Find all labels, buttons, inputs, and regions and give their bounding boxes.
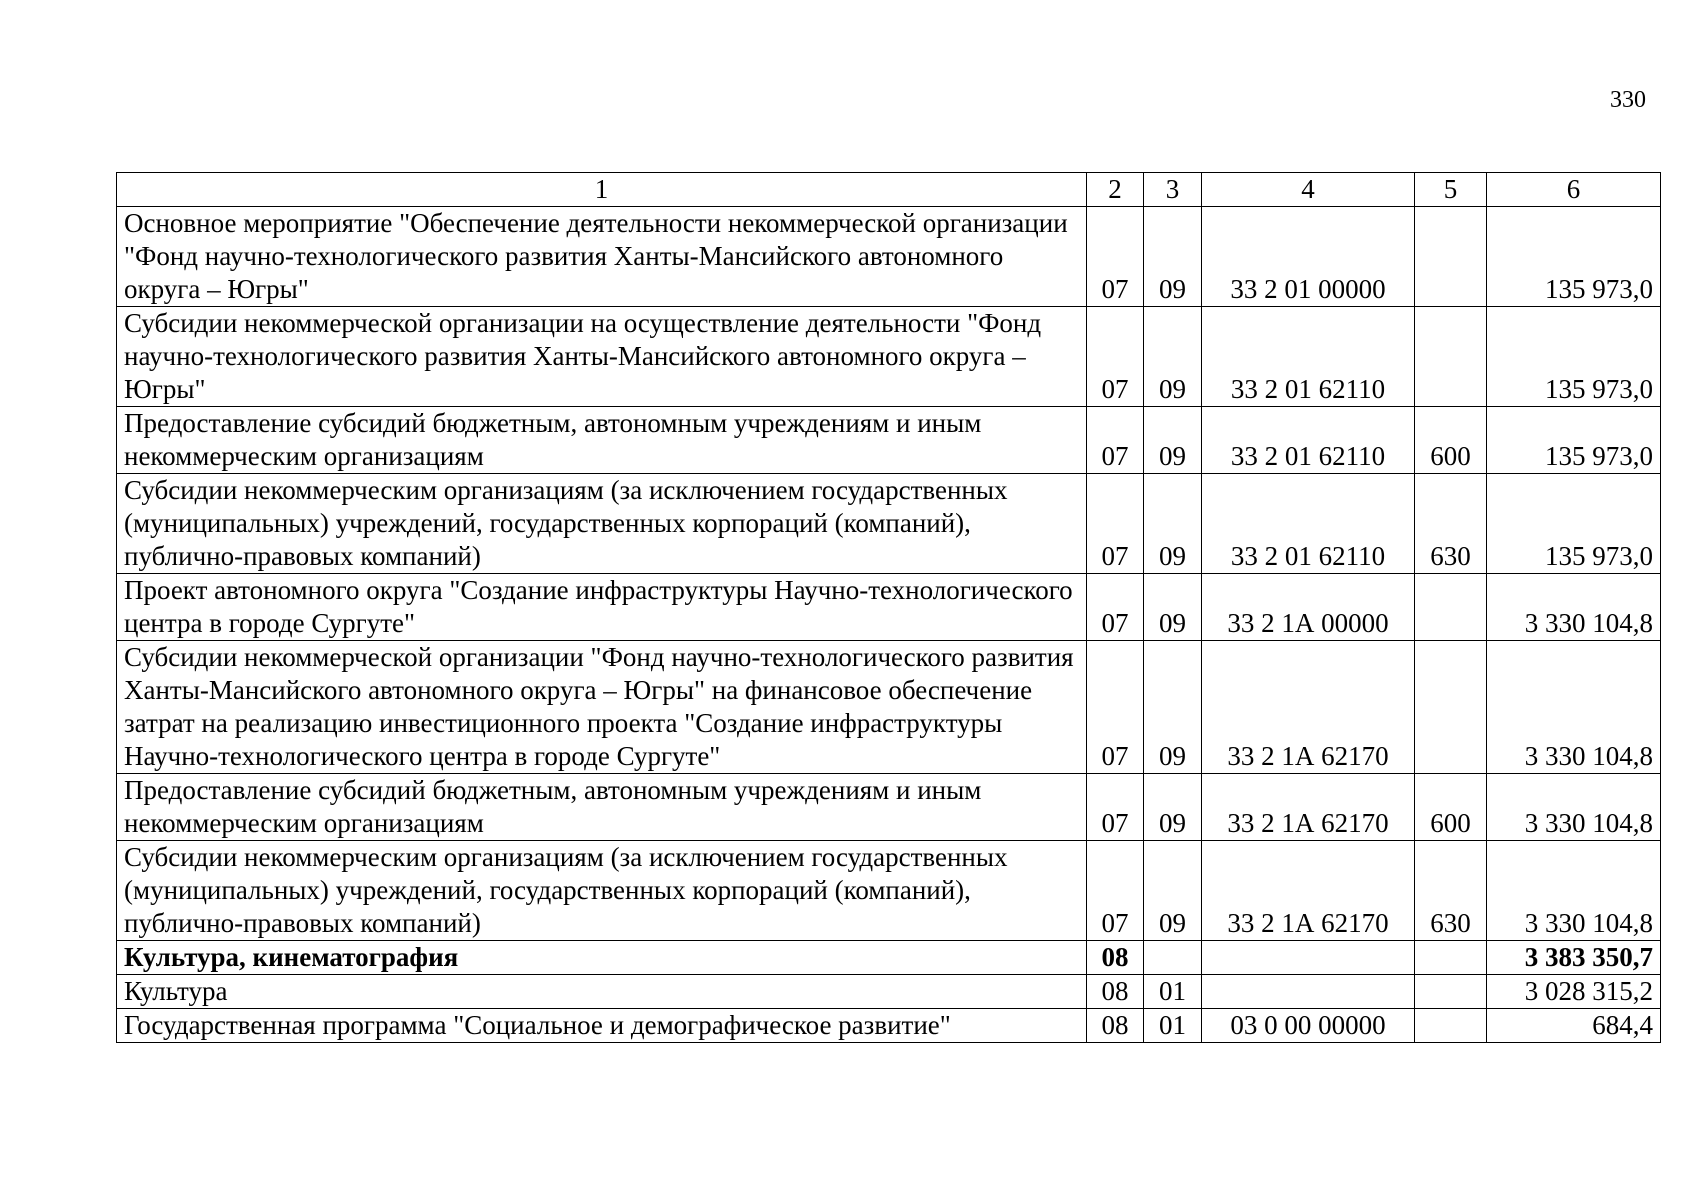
row-amount-cell: 3 383 350,7 [1487,941,1661,975]
row-expense-type-cell [1415,975,1487,1009]
header-col-3: 3 [1144,173,1202,207]
row-expense-type-cell: 600 [1415,407,1487,474]
table-row [117,307,1661,407]
row-section-cell: 07 [1087,307,1144,407]
row-subsection-cell: 09 [1144,841,1202,941]
row-amount-cell: 3 330 104,8 [1487,841,1661,941]
row-name-cell: Культура, кинематография [117,941,1087,975]
row-name-cell: Субсидии некоммерческой организации на осуществление деятельности "Фонд научно-технологического развития Ханты-Мансийского автономного округа – Югры" [117,307,1087,407]
row-target-article-cell: 33 2 1А 62170 [1202,774,1415,841]
header-col-6: 6 [1487,173,1661,207]
row-subsection-cell [1144,941,1202,975]
table-row [117,641,1661,774]
row-expense-type-cell [1415,1009,1487,1043]
row-amount-cell: 3 330 104,8 [1487,774,1661,841]
row-amount-cell: 3 330 104,8 [1487,574,1661,641]
row-name-cell: Предоставление субсидий бюджетным, автономным учреждениям и иным некоммерческим организациям [117,774,1087,841]
table-header-row [117,173,1661,207]
row-subsection-cell: 09 [1144,574,1202,641]
table-row [117,941,1661,975]
row-target-article-cell [1202,975,1415,1009]
row-section-cell: 08 [1087,941,1144,975]
row-expense-type-cell [1415,207,1487,307]
table-row [117,774,1661,841]
row-target-article-cell: 33 2 01 00000 [1202,207,1415,307]
row-target-article-cell: 33 2 01 62110 [1202,307,1415,407]
table-row [117,1009,1661,1043]
row-amount-cell: 135 973,0 [1487,307,1661,407]
table-body [117,207,1661,1043]
row-amount-cell: 135 973,0 [1487,207,1661,307]
header-col-4: 4 [1202,173,1415,207]
header-col-2: 2 [1087,173,1144,207]
row-section-cell: 07 [1087,841,1144,941]
row-name-cell: Субсидии некоммерческим организациям (за исключением государственных (муниципальных) учреждений, государственных корпораций (компаний), публично-правовых компаний) [117,841,1087,941]
row-subsection-cell: 09 [1144,474,1202,574]
row-target-article-cell: 33 2 1А 62170 [1202,641,1415,774]
row-target-article-cell: 03 0 00 00000 [1202,1009,1415,1043]
table-row [117,975,1661,1009]
row-subsection-cell: 09 [1144,774,1202,841]
header-col-1: 1 [117,173,1087,207]
row-expense-type-cell [1415,941,1487,975]
table-row [117,207,1661,307]
row-amount-cell: 3 330 104,8 [1487,641,1661,774]
row-subsection-cell: 09 [1144,307,1202,407]
row-section-cell: 08 [1087,1009,1144,1043]
row-target-article-cell: 33 2 1А 00000 [1202,574,1415,641]
row-target-article-cell: 33 2 1А 62170 [1202,841,1415,941]
row-amount-cell: 3 028 315,2 [1487,975,1661,1009]
row-expense-type-cell [1415,307,1487,407]
row-target-article-cell: 33 2 01 62110 [1202,407,1415,474]
row-expense-type-cell: 600 [1415,774,1487,841]
row-name-cell: Государственная программа "Социальное и демографическое развитие" [117,1009,1087,1043]
row-name-cell: Субсидии некоммерческим организациям (за исключением государственных (муниципальных) учреждений, государственных корпораций (компаний), публично-правовых компаний) [117,474,1087,574]
table-row [117,407,1661,474]
row-section-cell: 07 [1087,574,1144,641]
page-number: 330 [1610,87,1646,113]
table-row [117,841,1661,941]
row-amount-cell: 684,4 [1487,1009,1661,1043]
budget-table [116,172,1661,1043]
row-section-cell: 08 [1087,975,1144,1009]
header-col-5: 5 [1415,173,1487,207]
row-section-cell: 07 [1087,474,1144,574]
row-subsection-cell: 01 [1144,975,1202,1009]
table-row [117,474,1661,574]
row-section-cell: 07 [1087,407,1144,474]
row-section-cell: 07 [1087,641,1144,774]
row-subsection-cell: 09 [1144,207,1202,307]
row-amount-cell: 135 973,0 [1487,474,1661,574]
row-section-cell: 07 [1087,207,1144,307]
row-section-cell: 07 [1087,774,1144,841]
row-subsection-cell: 01 [1144,1009,1202,1043]
row-expense-type-cell [1415,574,1487,641]
row-name-cell: Субсидии некоммерческой организации "Фонд научно-технологического развития Ханты-Мансийского автономного округа – Югры" на финансовое обеспечение затрат на реализацию инвестиционного проекта "Создание инфраструктуры Научно-технологического центра в городе Сургуте" [117,641,1087,774]
row-target-article-cell: 33 2 01 62110 [1202,474,1415,574]
row-expense-type-cell: 630 [1415,474,1487,574]
row-expense-type-cell [1415,641,1487,774]
row-amount-cell: 135 973,0 [1487,407,1661,474]
row-name-cell: Предоставление субсидий бюджетным, автономным учреждениям и иным некоммерческим организациям [117,407,1087,474]
row-expense-type-cell: 630 [1415,841,1487,941]
row-name-cell: Культура [117,975,1087,1009]
row-target-article-cell [1202,941,1415,975]
row-subsection-cell: 09 [1144,407,1202,474]
row-name-cell: Основное мероприятие "Обеспечение деятельности некоммерческой организации "Фонд научно-технологического развития Ханты-Мансийского автономного округа – Югры" [117,207,1087,307]
table-row [117,574,1661,641]
row-name-cell: Проект автономного округа "Создание инфраструктуры Научно-технологического центра в городе Сургуте" [117,574,1087,641]
row-subsection-cell: 09 [1144,641,1202,774]
